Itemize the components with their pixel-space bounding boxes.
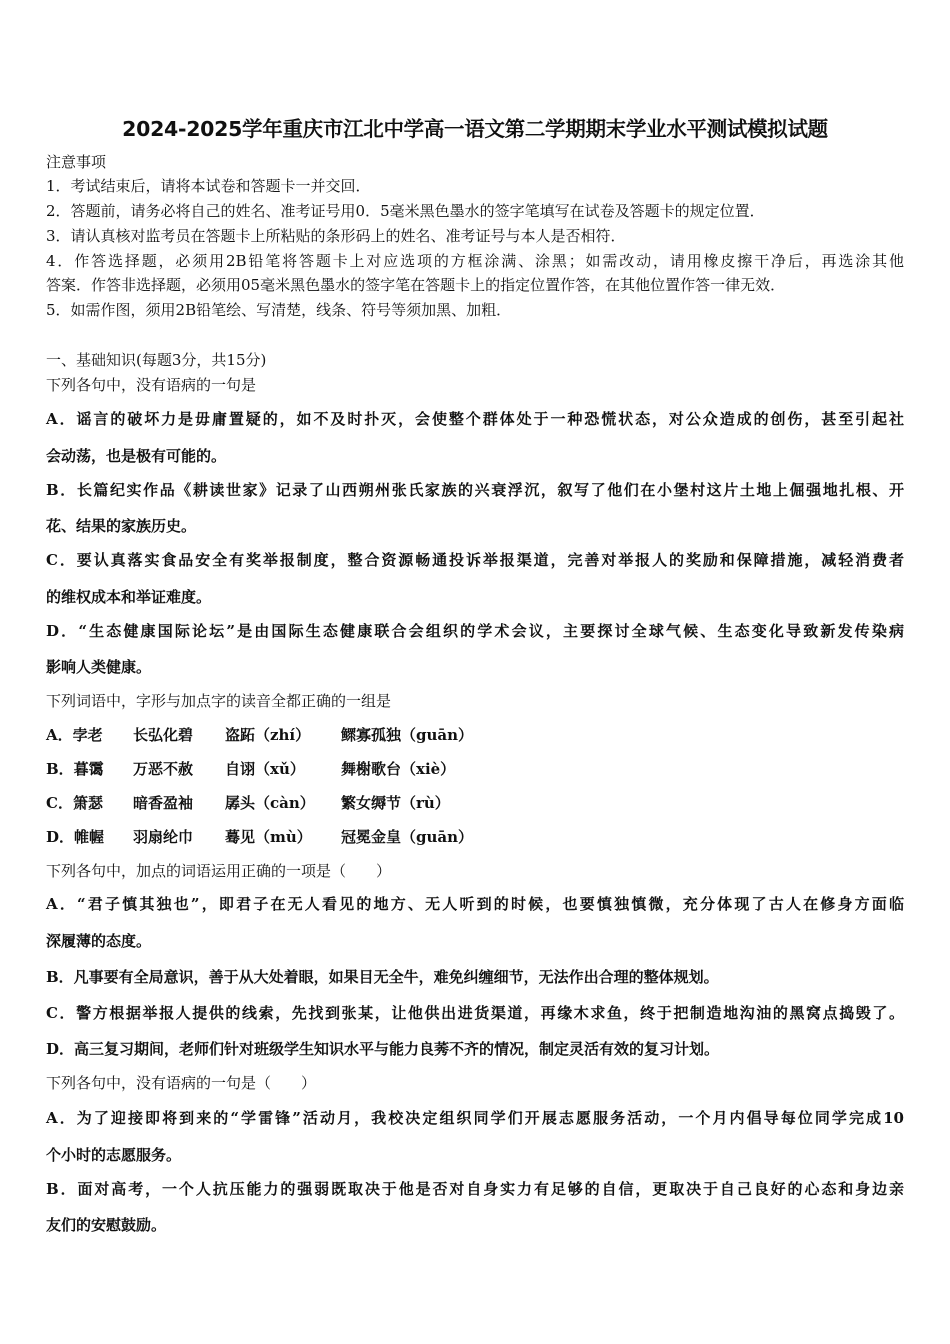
question-stem: 下列词语中，字形与加点字的读音全都正确的一组是 xyxy=(46,692,392,710)
word-cell: 鳏寡孤独（guān） xyxy=(341,726,474,744)
notice-item: 答案．作答非选择题，必须用05毫米黑色墨水的签字笔在答题卡上的指定位置作答，在其他位置作答一律无效． xyxy=(46,276,786,294)
word-option-row xyxy=(46,725,473,745)
option-line: 友们的安慰鼓励。 xyxy=(46,1216,167,1234)
option-line: 影响人类健康。 xyxy=(46,658,152,676)
word-cell: D．帷幄 xyxy=(46,828,105,846)
option-line: B．凡事要有全局意识，善于从大处着眼，如果目无全牛，难免纠缠细节，无法作出合理的整体规划。 xyxy=(46,968,719,986)
word-cell: B．暮霭 xyxy=(46,760,104,778)
word-cell: C．箫瑟 xyxy=(46,794,103,812)
word-cell: 自诩（xǔ） xyxy=(225,760,305,778)
word-cell: 冠冕金皇（guān） xyxy=(341,828,474,846)
option-line: 会动荡，也是极有可能的。 xyxy=(46,447,227,465)
word-option-row xyxy=(46,793,450,813)
notice-item: 3．请认真核对监考员在答题卡上所粘贴的条形码上的姓名、准考证号与本人是否相符． xyxy=(46,227,626,245)
option-line: D．“生态健康国际论坛”是由国际生态健康联合会组织的学术会议，主要探讨全球气候、生态变化导致新发传染病 xyxy=(46,622,904,640)
option-line: 深履薄的态度。 xyxy=(46,932,152,950)
word-cell: 盗跖（zhí） xyxy=(225,726,311,744)
word-cell: 孱头（càn） xyxy=(225,794,315,812)
document-title: 2024-2025学年重庆市江北中学高一语文第二学期期末学业水平测试模拟试题 xyxy=(122,117,828,141)
option-line: A．谣言的破坏力是毋庸置疑的，如不及时扑灭，会使整个群体处于一种恐慌状态，对公众造成的创伤，甚至引起社 xyxy=(46,410,904,428)
option-line: 的维权成本和举证难度。 xyxy=(46,588,212,606)
word-cell: 万恶不赦 xyxy=(133,760,194,778)
option-line: A．为了迎接即将到来的“学雷锋”活动月，我校决定组织同学们开展志愿服务活动，一个月内倡导每位同学完成10 xyxy=(46,1109,904,1127)
option-line: 花、结果的家族历史。 xyxy=(46,517,197,535)
word-cell: 羽扇纶巾 xyxy=(133,828,194,846)
word-cell: 舞榭歌台（xiè） xyxy=(341,760,456,778)
word-cell: 长弘化碧 xyxy=(133,726,194,744)
question-stem: 下列各句中，没有语病的一句是（ ） xyxy=(46,1074,317,1092)
option-line: B．长篇纪实作品《耕读世家》记录了山西朔州张氏家族的兴衰浮沉，叙写了他们在小堡村这片土地上倔强地扎根、开 xyxy=(46,481,904,499)
notice-item: 1．考试结束后，请将本试卷和答题卡一并交回． xyxy=(46,177,371,195)
word-cell: 蓦见（mù） xyxy=(225,828,312,846)
option-line: A．“君子慎其独也”，即君子在无人看见的地方、无人听到的时候，也要慎独慎微，充分体现了古人在修身方面临 xyxy=(46,895,904,913)
option-line: C．警方根据举报人提供的线索，先找到张某，让他供出进货渠道，再缘木求鱼，终于把制造地沟油的黑窝点捣毁了。 xyxy=(46,1004,904,1022)
word-option-row xyxy=(46,759,455,779)
question-stem: 下列各句中，加点的词语运用正确的一项是（ ） xyxy=(46,862,392,880)
word-cell: A．孛老 xyxy=(46,726,103,744)
word-cell: 繁女缛节（rù） xyxy=(341,794,450,812)
question-stem: 下列各句中，没有语病的一句是 xyxy=(46,376,257,394)
notice-item: 4．作答选择题，必须用2B铅笔将答题卡上对应选项的方框涂满、涂黑；如需改动，请用橡皮擦干净后，再选涂其他 xyxy=(46,252,904,270)
notice-item: 5．如需作图，须用2B铅笔绘、写清楚，线条、符号等须加黑、加粗． xyxy=(46,301,512,319)
word-option-row xyxy=(46,827,473,847)
notice-item: 2．答题前，请务必将自己的姓名、准考证号用0．5毫米黑色墨水的签字笔填写在试卷及答题卡的规定位置． xyxy=(46,202,765,220)
option-line: B．面对高考，一个人抗压能力的强弱既取决于他是否对自身实力有足够的自信，更取决于自己良好的心态和身边亲 xyxy=(46,1180,904,1198)
option-line: D．高三复习期间，老师们针对班级学生知识水平与能力良莠不齐的情况，制定灵活有效的复习计划。 xyxy=(46,1040,720,1058)
option-line: C．要认真落实食品安全有奖举报制度，整合资源畅通投诉举报渠道，完善对举报人的奖励和保障措施，减轻消费者 xyxy=(46,551,904,569)
word-cell: 暗香盈袖 xyxy=(133,794,194,812)
option-line: 个小时的志愿服务。 xyxy=(46,1146,182,1164)
section-heading: 一、基础知识(每题3分，共15分) xyxy=(46,351,267,369)
notice-heading: 注意事项 xyxy=(46,153,107,171)
